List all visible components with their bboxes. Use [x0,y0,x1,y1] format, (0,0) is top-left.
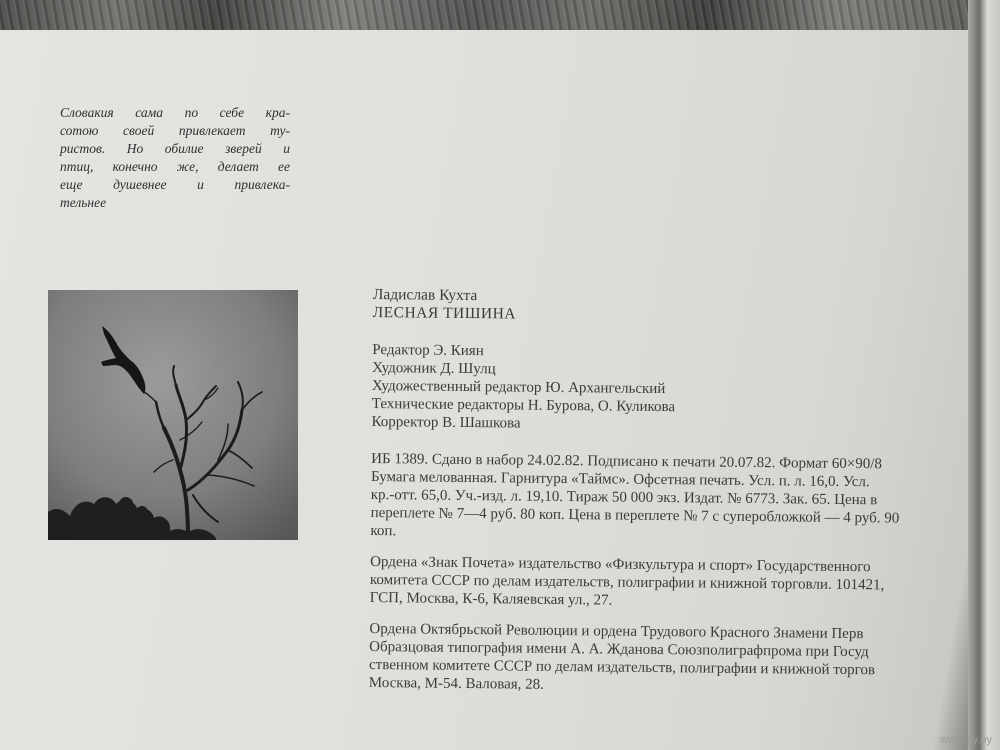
caption-line: еще душевнее и привлека- [60,177,290,192]
bird-silhouette-image [48,290,298,540]
caption-line: сотою своей привлекает ту- [60,123,290,138]
caption-line: ристов. Но обилие зверей и [60,141,290,156]
publisher-line: ГСП, Москва, К-6, Каляевская ул., 27. [369,589,613,609]
credit-line: Художник Д. Шулц [372,359,496,378]
imprint-line: кр.-отт. 65,0. Уч.-изд. л. 19,10. Тираж 50 000 экз. Издат. № 6773. Зак. 65. Цена в [370,486,878,509]
caption-line: Словакия сама по себе кра- [60,105,290,120]
book-author: Ладислав Кухта [372,286,478,305]
previous-photo-strip [0,0,985,30]
book-title: ЛЕСНАЯ ТИШИНА [372,303,517,323]
credit-line: Художественный редактор Ю. Архангельский [371,377,666,398]
watermark: www.ay.by [940,734,992,746]
credit-line: Технические редакторы Н. Бурова, О. Куликова [371,395,676,416]
printer-line: ственном комитете СССР по делам издательств, полиграфии и книжной торгов [368,656,876,679]
publisher-line: Ордена «Знак Почета» издательство «Физкультура и спорт» Государственного [370,553,871,576]
imprint-line: Бумага мелованная. Гарнитура «Таймс». Офсетная печать. Усл. п. л. 16,0. Усл. [370,468,870,491]
photo-caption [60,104,290,212]
publisher-line: комитета СССР по делам издательств, полиграфии и книжной торговли. 101421, [369,571,885,594]
colophon [369,286,902,698]
imprint-line: ИБ 1389. Сдано в набор 24.02.82. Подписано к печати 20.07.82. Формат 60×90/8 [371,450,882,473]
page-fold-edge [968,0,1000,750]
imprint-line: переплете № 7—4 руб. 80 коп. Цена в переплете № 7 с суперобложкой — 4 руб. 90 [370,504,900,527]
imprint-line: коп. [370,522,397,540]
bird-photo [48,290,298,540]
printer-line: Образцовая типография имени А. А. Жданова Союзполиграфпрома при Госуд [369,638,869,661]
caption-line: птиц, конечно же, делает ее [60,159,290,174]
printer-line: Ордена Октябрьской Революции и ордена Трудового Красного Знамени Перв [369,620,864,643]
credit-line: Редактор Э. Киян [372,341,484,360]
credit-line: Корректор В. Шашкова [371,413,521,432]
printer-line: Москва, М-54. Валовая, 28. [368,674,545,693]
caption-line: тельнее [60,195,107,210]
